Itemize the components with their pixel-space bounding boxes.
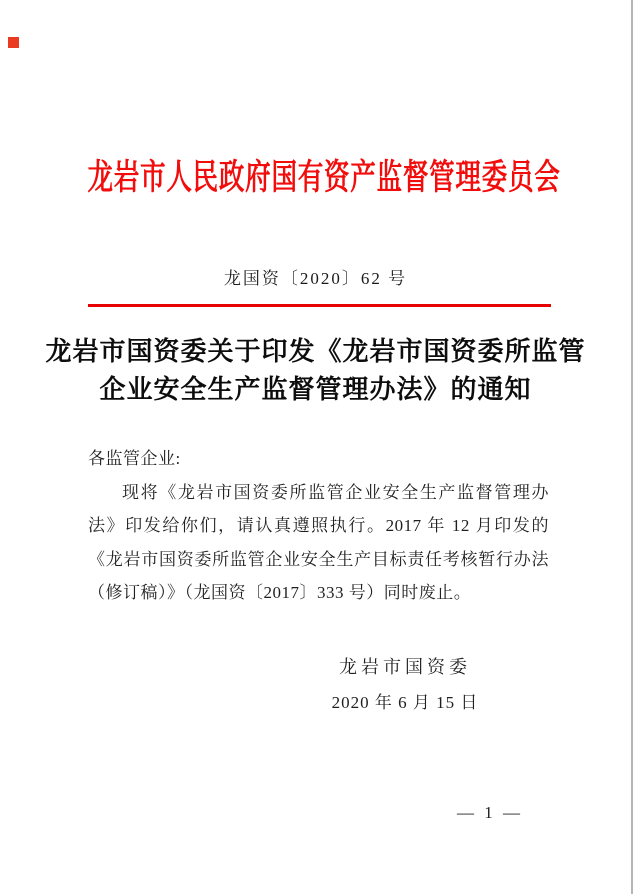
page-number: — 1 — — [457, 803, 523, 822]
notice-title-line-1: 龙岩市国资委关于印发《龙岩市国资委所监管 — [45, 337, 586, 366]
signature-block — [255, 650, 555, 720]
salutation: 各监管企业: — [88, 449, 181, 468]
issuing-org-title: 龙岩市人民政府国有资产监督管理委员会 — [87, 158, 561, 197]
document-number: 龙国资〔2020〕62 号 — [223, 269, 408, 288]
notice-body — [88, 442, 549, 610]
red-divider-rule — [88, 304, 551, 307]
body-paragraph: 现将《龙岩市国资委所监管企业安全生产监督管理办法》印发给你们，请认真遵照执行。2017 年 12 月印发的《龙岩市国资委所监管企业安全生产目标责任考核暂行办法（修订稿）》（龙国资〔2017〕333 号）同时废止。 — [88, 482, 549, 602]
letterhead — [0, 150, 631, 200]
red-corner-mark — [8, 37, 19, 48]
signature-org: 龙岩市国资委 — [339, 656, 471, 677]
signature-date: 2020 年 6 月 15 日 — [331, 692, 479, 712]
notice-title-line-2: 企业安全生产监督管理办法》的通知 — [99, 375, 532, 404]
notice-title — [0, 333, 631, 409]
